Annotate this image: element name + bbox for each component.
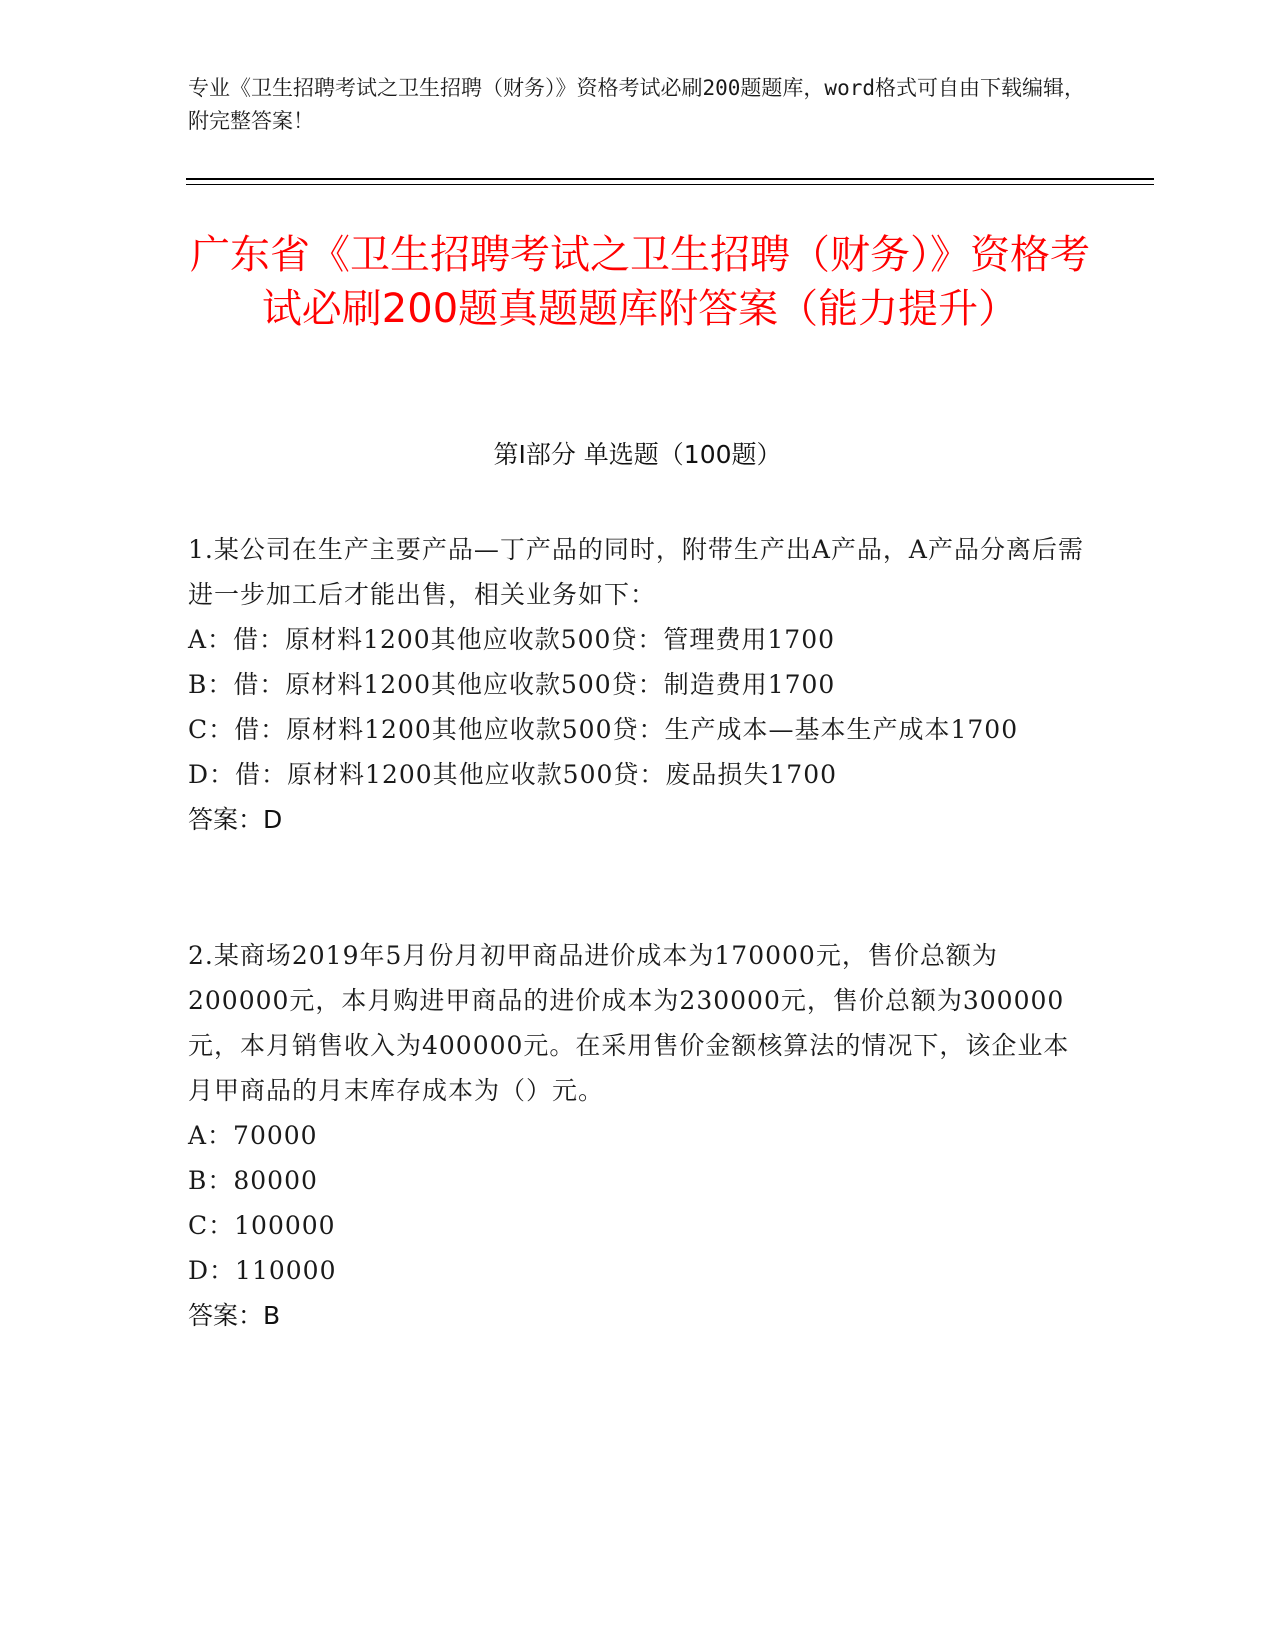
answer: 答案：B	[188, 1301, 281, 1330]
option-a: A：70000	[188, 1121, 318, 1150]
question-stem: 2.某商场2019年5月份月初甲商品进价成本为170000元，售价总额为200000元，本月购进甲商品的进价成本为230000元，售价总额为300000元，本月销售收入为400000元。在采用售价金额核算法的情况下，该企业本月甲商品的月末库存成本为（）元。	[188, 941, 1070, 1105]
option-a: A：借：原材料1200其他应收款500贷：管理费用1700	[188, 625, 836, 654]
document-title: 广东省《卫生招聘考试之卫生招聘（财务）》资格考试必刷200题真题题库附答案（能力提升）	[190, 232, 1090, 332]
question-2	[188, 933, 1088, 1338]
header-divider-thin	[186, 184, 1154, 185]
option-c: C：借：原材料1200其他应收款500贷：生产成本—基本生产成本1700	[188, 715, 1019, 744]
option-b: B：借：原材料1200其他应收款500贷：制造费用1700	[188, 670, 836, 699]
answer: 答案：D	[188, 805, 283, 834]
option-b: B：80000	[188, 1166, 318, 1195]
option-c: C：100000	[188, 1211, 336, 1240]
header-note: 专业《卫生招聘考试之卫生招聘（财务）》资格考试必刷200题题库，word格式可自由下载编辑，附完整答案！	[188, 76, 1085, 133]
header-divider-thick	[186, 178, 1154, 180]
option-d: D：110000	[188, 1256, 337, 1285]
question-1	[188, 527, 1088, 842]
section-heading: 第Ⅰ部分 单选题（100题）	[493, 440, 782, 469]
question-stem: 1.某公司在生产主要产品—丁产品的同时，附带生产出A产品，A产品分离后需进一步加工后才能出售，相关业务如下：	[188, 535, 1084, 609]
option-d: D：借：原材料1200其他应收款500贷：废品损失1700	[188, 760, 838, 789]
